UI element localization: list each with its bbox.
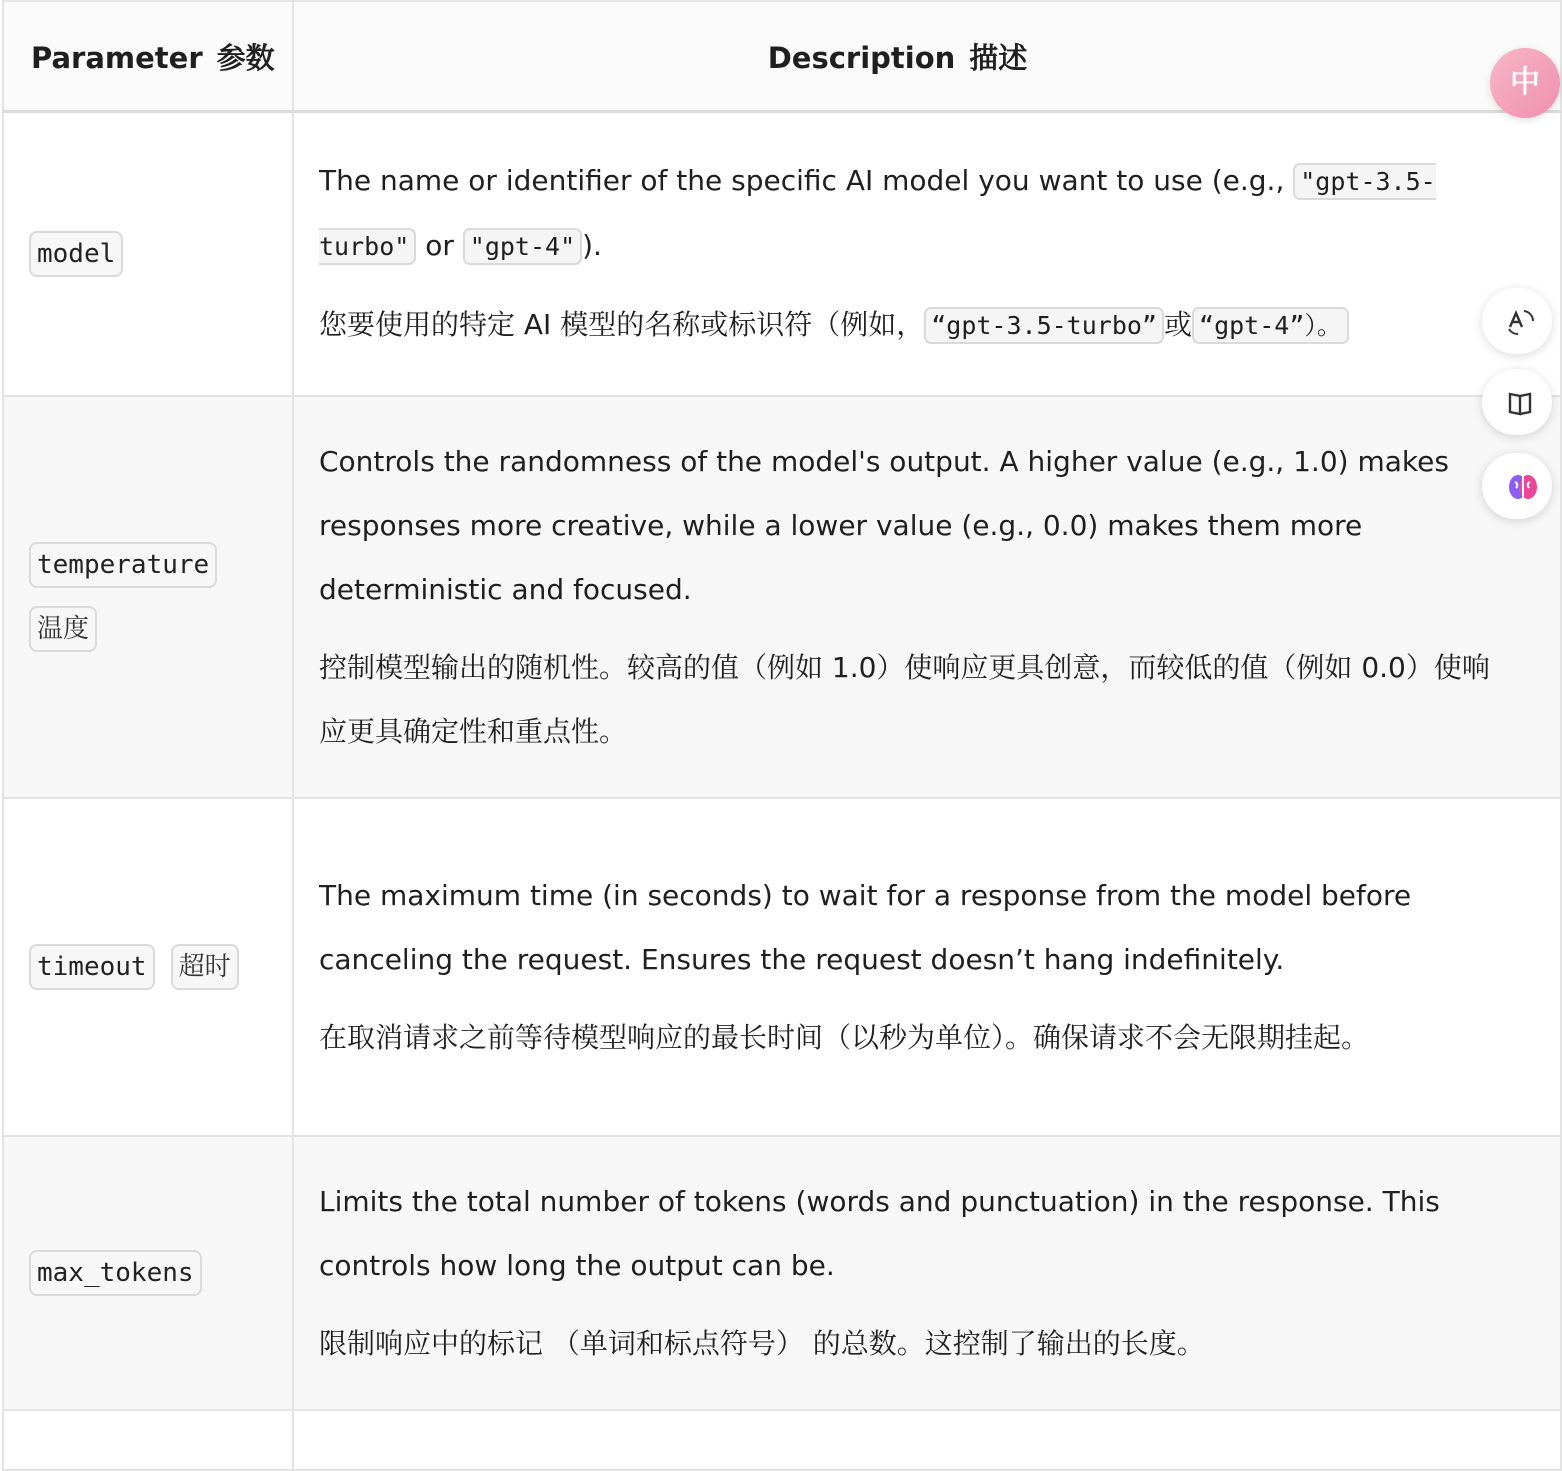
header-description-en: Description xyxy=(767,40,956,75)
param-cell xyxy=(3,1410,293,1470)
description-cell xyxy=(293,1410,1561,1470)
description-cell xyxy=(293,1136,1561,1410)
description-text: 您要使用的特定 AI 模型的名称或标识符（例如， xyxy=(319,308,925,342)
inline-code: “gpt-4”）。 xyxy=(1192,307,1349,344)
description-text: 或 xyxy=(1164,308,1193,342)
description-text: ). xyxy=(582,229,602,263)
description-en xyxy=(319,149,1500,279)
param-code-timeout: timeout xyxy=(29,944,155,990)
ai-assistant-button[interactable] xyxy=(1482,453,1552,519)
param-cell xyxy=(3,396,293,798)
header-description xyxy=(293,1,1561,112)
description-zh xyxy=(319,293,1500,358)
inline-code: "gpt-4" xyxy=(463,228,582,265)
param-cell xyxy=(3,798,293,1136)
table-row xyxy=(3,798,1561,1136)
description-cell xyxy=(293,798,1561,1136)
param-code-model: model xyxy=(29,231,123,277)
translate-icon xyxy=(1506,306,1536,336)
parameter-table xyxy=(2,0,1562,1471)
param-zh-timeout: 超时 xyxy=(171,944,239,990)
table-row xyxy=(3,396,1561,798)
description-zh: 限制响应中的标记 （单词和标点符号） 的总数。这控制了输出的长度。 xyxy=(319,1326,1205,1360)
reader-button[interactable] xyxy=(1482,369,1552,435)
description-text: or xyxy=(416,229,463,263)
param-code-max-tokens: max_tokens xyxy=(29,1250,202,1296)
brain-icon xyxy=(1506,471,1540,501)
param-zh-temperature: 温度 xyxy=(29,606,97,652)
inline-code: “gpt-3.5-turbo” xyxy=(924,307,1164,344)
table-row xyxy=(3,1136,1561,1410)
table-row xyxy=(3,1410,1561,1470)
header-parameter-en: Parameter xyxy=(31,40,203,75)
header-description-zh: 描述 xyxy=(969,40,1028,75)
description-en: Limits the total number of tokens (words and punctuation) in the response. This controls how long the output can be. xyxy=(319,1184,1440,1282)
inline-code: "gpt-3.5-turbo" xyxy=(319,163,1436,265)
description-en: The maximum time (in seconds) to wait for a response from the model before canceling the request. Ensures the request doesn’t hang indefinitely. xyxy=(319,878,1412,976)
param-cell xyxy=(3,112,293,396)
description-zh: 在取消请求之前等待模型响应的最长时间（以秒为单位）。确保请求不会无限期挂起。 xyxy=(319,1020,1370,1054)
description-zh: 控制模型输出的随机性。较高的值（例如 1.0）使响应更具创意，而较低的值（例如 0.0）使响应更具确定性和重点性。 xyxy=(319,650,1490,748)
description-text: The name or identifier of the specific AI model you want to use (e.g., xyxy=(319,164,1294,198)
description-cell xyxy=(293,112,1561,396)
translate-button[interactable] xyxy=(1482,288,1552,354)
table-row xyxy=(3,112,1561,396)
header-parameter-zh: 参数 xyxy=(216,40,275,75)
floating-assistant-badge[interactable] xyxy=(1490,48,1560,118)
param-code-temperature: temperature xyxy=(29,542,217,588)
table-header-row xyxy=(3,1,1561,112)
description-cell xyxy=(293,396,1561,798)
header-parameter xyxy=(3,1,293,112)
assistant-badge-glyph: 中 xyxy=(1510,65,1540,100)
param-cell xyxy=(3,1136,293,1410)
book-icon xyxy=(1506,387,1536,417)
description-en: Controls the randomness of the model's output. A higher value (e.g., 1.0) makes responses more creative, while a lower value (e.g., 0.0) makes them more deterministic and focused. xyxy=(319,444,1449,606)
